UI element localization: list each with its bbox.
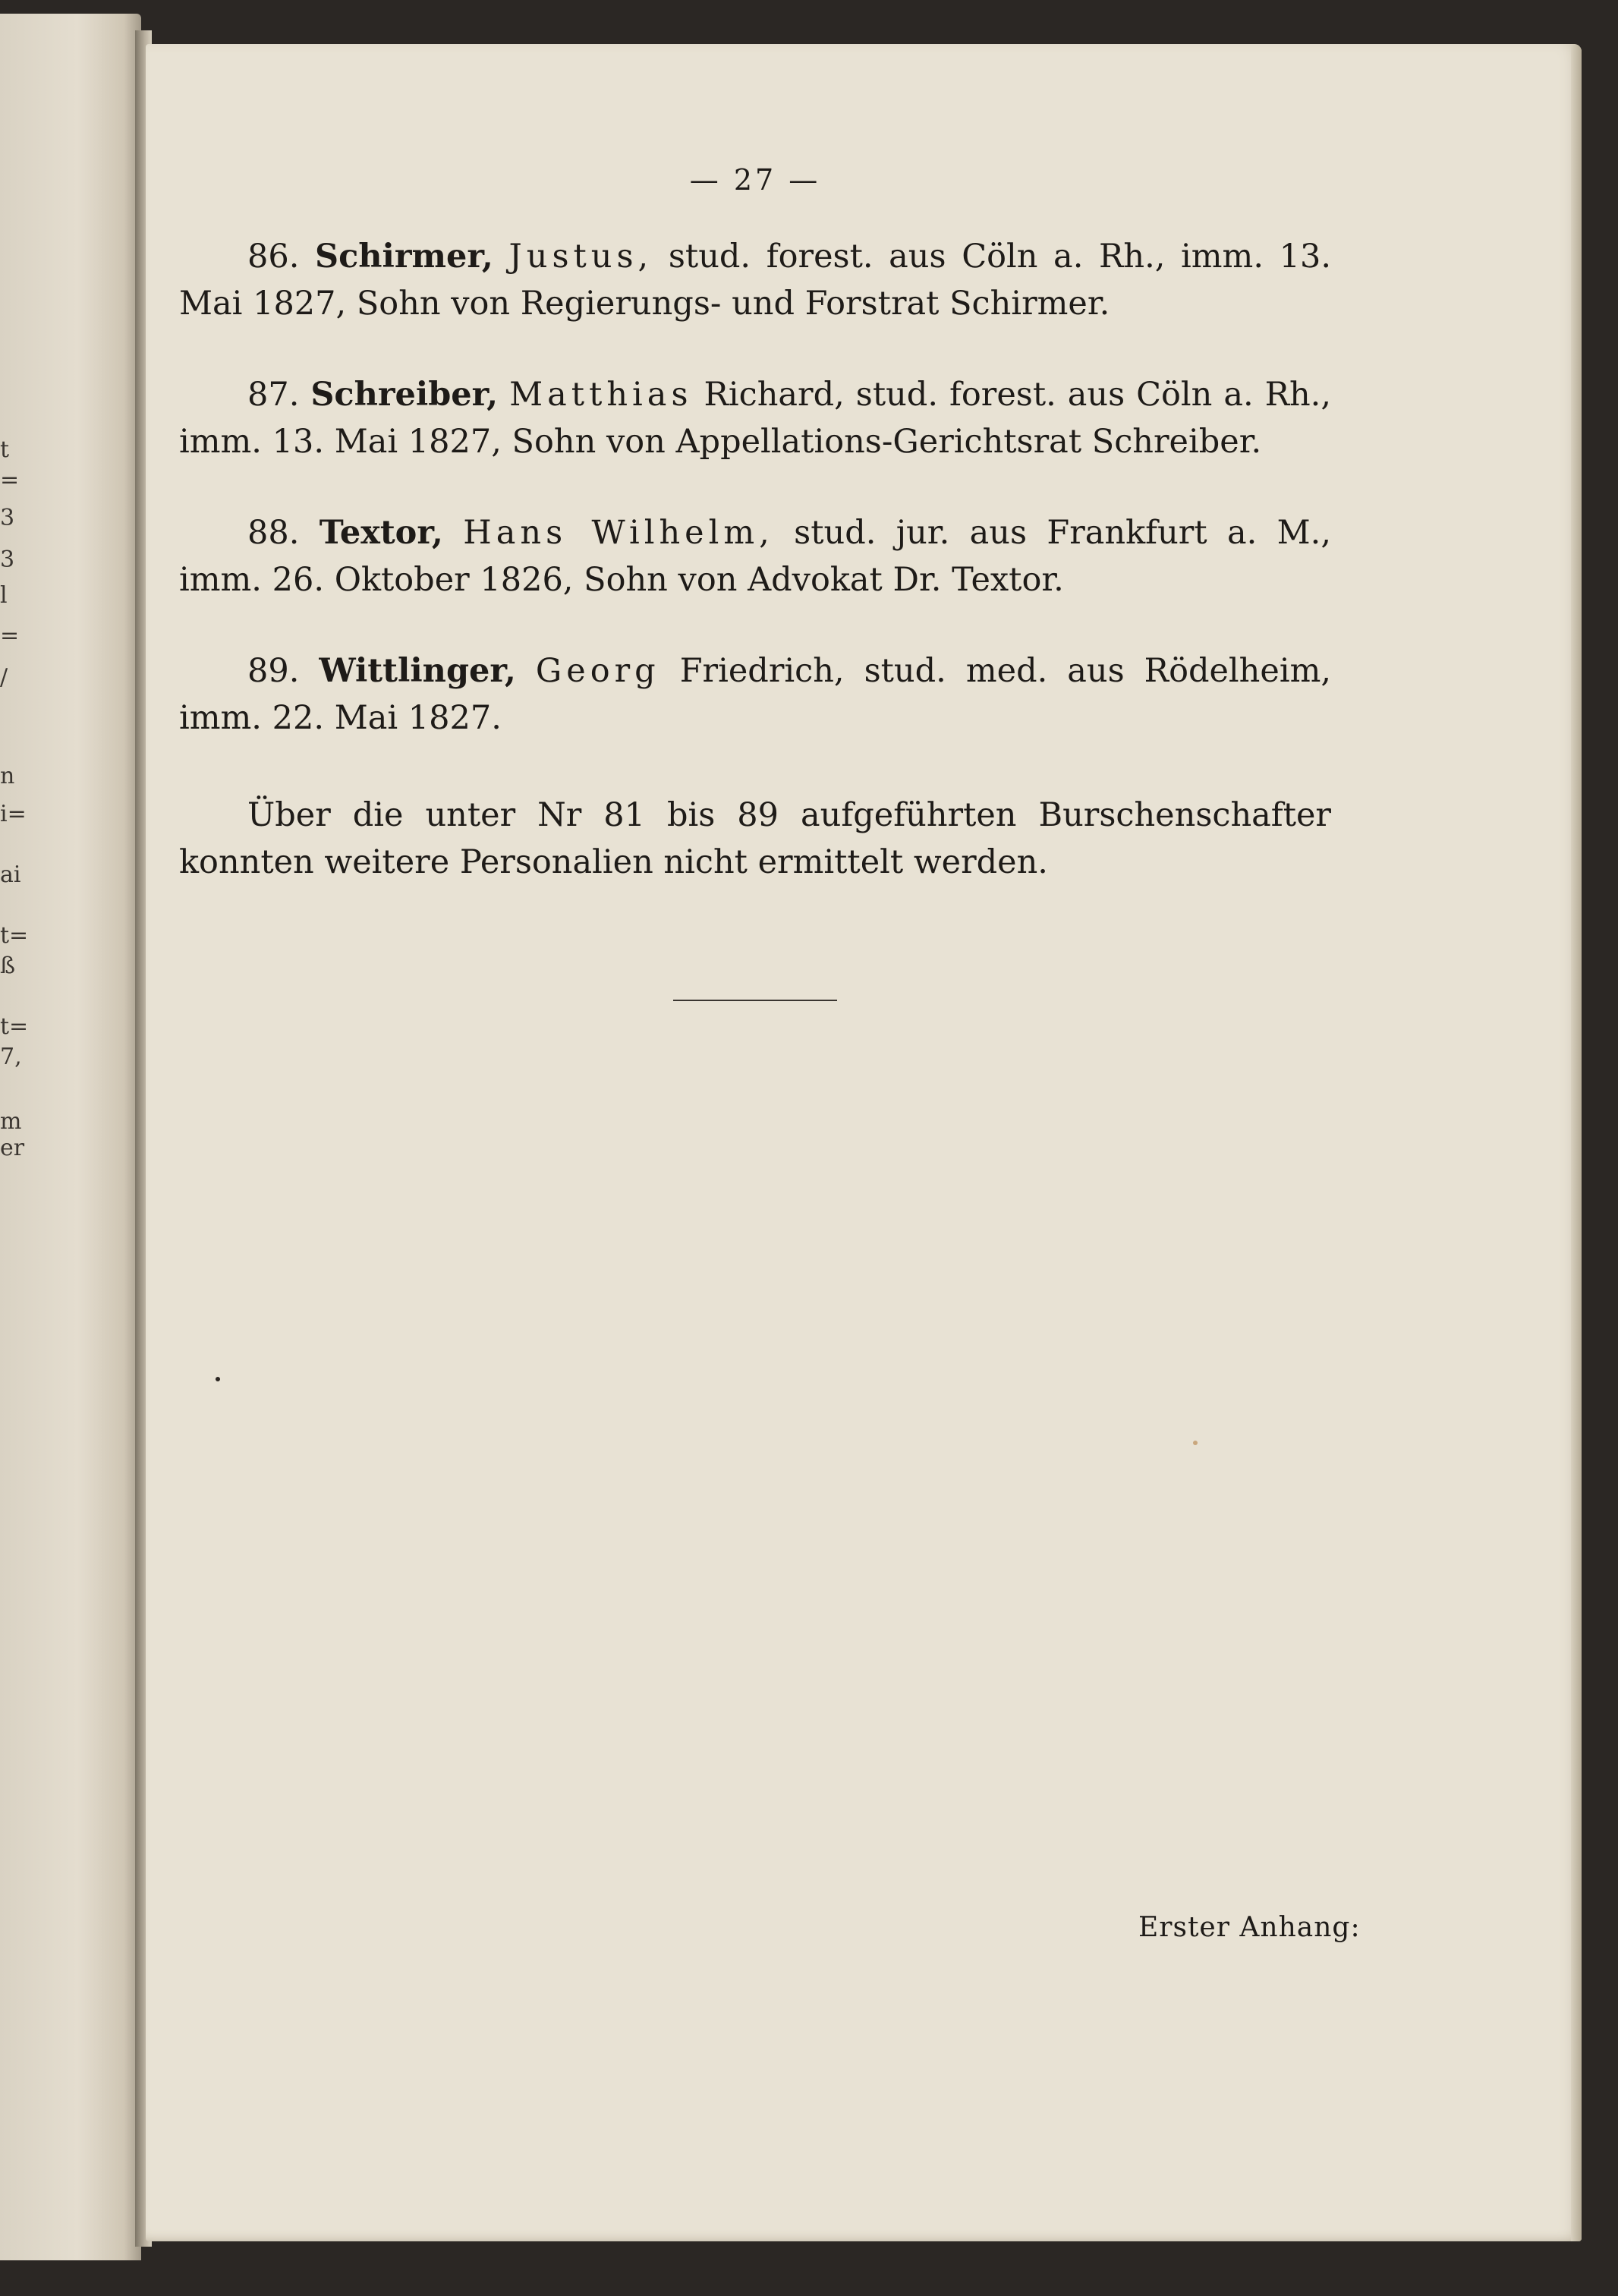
entry-given-name: Georg: [535, 652, 660, 690]
entry-surname: Schirmer,: [315, 238, 493, 276]
left-page-fragment: =: [0, 622, 20, 649]
left-page-fragment: l: [0, 582, 8, 609]
left-page: [0, 14, 141, 2260]
left-page-fragment: t=: [0, 1013, 29, 1040]
entry-number: 88.: [247, 514, 300, 552]
entry-surname: Wittlinger,: [319, 652, 516, 690]
entry-details: Friedrich, stud. med. aus Rödelheim, imm. 22. Mai 1827.: [179, 652, 1332, 737]
page-edge: [1571, 44, 1582, 2241]
register-entry: [179, 647, 1331, 742]
left-page-fragment: i=: [0, 801, 27, 827]
entry-number: 86.: [247, 238, 300, 276]
left-page-fragment: n: [0, 763, 15, 789]
section-divider: [673, 1000, 837, 1001]
left-page-fragment: m: [0, 1108, 22, 1135]
register-entry: [179, 371, 1331, 465]
left-page-fragment: t=: [0, 922, 29, 949]
entry-details: stud. jur. aus Frankfurt a. M., imm. 26. Oktober 1826, Sohn von Advokat Dr. Textor.: [179, 514, 1332, 599]
left-page-fragment: er: [0, 1135, 25, 1161]
left-page-fragment: 3: [0, 505, 15, 531]
entry-given-name: Justus,: [508, 238, 653, 276]
entry-number: 89.: [247, 652, 300, 690]
catchword: Erster Anhang:: [1138, 1912, 1361, 1943]
left-page-fragment: ai: [0, 861, 21, 888]
left-page-fragment: t: [0, 436, 10, 463]
page-number: — 27 —: [689, 163, 821, 197]
ink-speck: [1193, 1441, 1198, 1445]
page-content: [179, 163, 1331, 1001]
left-page-fragment: /: [0, 664, 8, 691]
register-entry: [179, 233, 1331, 327]
left-page-fragment: 7,: [0, 1044, 22, 1070]
entry-given-name: Matthias: [509, 376, 693, 414]
entry-details: stud. forest. aus Cöln a. Rh., imm. 13. Mai 1827, Sohn von Regierungs- und Forstrat Schirmer.: [179, 238, 1332, 323]
left-page-fragment: =: [0, 467, 20, 493]
entry-given-name: Hans Wilhelm,: [463, 514, 774, 552]
entry-details: Richard, stud. forest. aus Cöln a. Rh., imm. 13. Mai 1827, Sohn von Appellations-Gerichtsrat Schreiber.: [179, 376, 1332, 461]
left-page-fragment: ß: [0, 953, 16, 979]
entry-surname: Schreiber,: [310, 376, 499, 414]
entry-number: 87.: [247, 376, 300, 414]
left-page-fragment: 3: [0, 546, 15, 573]
entry-surname: Textor,: [319, 514, 443, 552]
closing-note: Über die unter Nr 81 bis 89 aufgeführten Burschenschafter konnten weitere Personalien nicht ermittelt werden.: [179, 796, 1331, 881]
ink-speck: [216, 1377, 220, 1381]
register-entry: [179, 509, 1331, 603]
